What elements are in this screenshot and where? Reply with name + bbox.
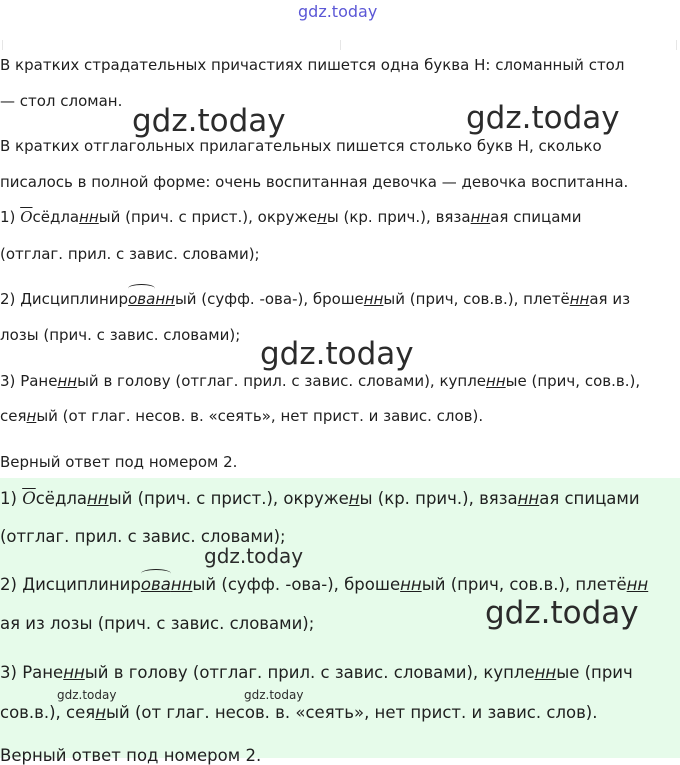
highlight-item-1-line-2: (отглаг. прил. с завис. словами); <box>0 527 286 546</box>
rule-paragraph-1-line-2: — стол сломан. <box>0 92 123 110</box>
item-2-line-2: лозы (прич. с завис. словами); <box>0 326 241 344</box>
watermark: gdz.today <box>485 595 639 631</box>
highlight-item-3-line-1: 3) Раненный в голову (отглаг. прил. с завис. словами), купленные (прич <box>0 663 633 682</box>
item-2-line-1: 2) Дисциплинированный (суфф. -ова-), брошенный (прич, сов.в.), плетённая из <box>0 290 631 308</box>
item-3-line-1: 3) Раненный в голову (отглаг. прил. с завис. словами), купленные (прич, сов.в.), <box>0 372 641 390</box>
highlight-answer-text: Верный ответ под номером 2. <box>0 746 262 765</box>
prefix-mark-icon: О <box>22 489 36 508</box>
suffix-arc-icon: ова <box>128 290 156 308</box>
highlight-item-1-line-1: 1) Осёдланный (прич. с прист.), окружены (кр. прич.), вязанная спицами <box>0 489 640 508</box>
watermark: gdz.today <box>244 688 304 702</box>
highlight-item-2-line-2: ая из лозы (прич. с завис. словами); <box>0 614 315 633</box>
suffix-arc-icon: ова <box>140 575 171 594</box>
rule-paragraph-2-line-1: В кратких отглагольных прилагательных пишется столько букв Н, сколько <box>0 137 602 155</box>
watermark: gdz.today <box>57 688 117 702</box>
item-1-line-1: 1) Осёдланный (прич. с прист.), окружены (кр. прич.), вязанная спицами <box>0 208 582 226</box>
item-3-line-2: сеяный (от глаг. несов. в. «сеять», нет прист. и завис. слов). <box>0 407 484 425</box>
watermark: gdz.today <box>204 544 304 568</box>
watermark: gdz.today <box>260 336 414 372</box>
rule-paragraph-1-line-1: В кратких страдательных причастиях пишется одна буква Н: сломанный стол <box>0 56 625 74</box>
highlight-item-3-line-2: сов.в.), сеяный (от глаг. несов. в. «сеять», нет прист. и завис. слов). <box>0 703 598 722</box>
prefix-mark-icon: О <box>20 208 33 226</box>
answer-text: Верный ответ под номером 2. <box>0 453 238 471</box>
item-1-line-2: (отглаг. прил. с завис. словами); <box>0 245 260 263</box>
rule-paragraph-2-line-2: писалось в полной форме: очень воспитанная девочка — девочка воспитанна. <box>0 173 629 191</box>
header-watermark: gdz.today <box>298 2 378 21</box>
highlight-item-2-line-1: 2) Дисциплинированный (суфф. -ова-), брошенный (прич, сов.в.), плетённ <box>0 575 649 594</box>
watermark: gdz.today <box>132 103 286 139</box>
top-divider <box>0 38 680 50</box>
watermark: gdz.today <box>466 100 620 136</box>
